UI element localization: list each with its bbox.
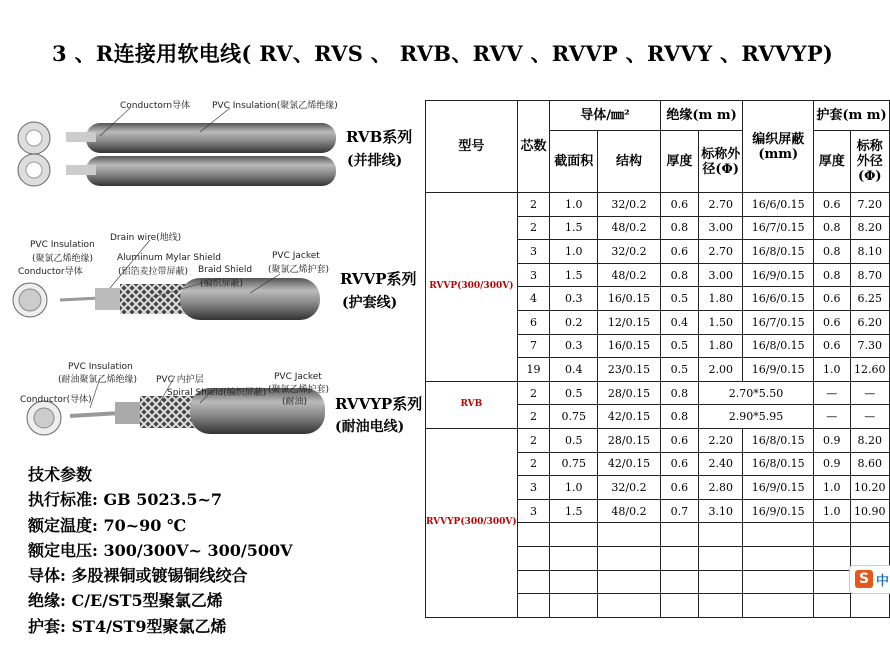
- empty-cell: [814, 523, 850, 547]
- table-cell: 10.20: [850, 476, 889, 500]
- table-cell: 2: [517, 193, 550, 217]
- table-cell: 16/0.15: [598, 287, 660, 311]
- table-cell: 16/8/0.15: [743, 428, 814, 452]
- header-conductor: 导体/㎜²: [550, 101, 660, 131]
- empty-cell: [850, 523, 889, 547]
- table-cell: 0.75: [550, 405, 598, 429]
- table-cell: 16/8/0.15: [743, 240, 814, 264]
- table-cell: 8.20: [850, 428, 889, 452]
- table-cell: 8.20: [850, 216, 889, 240]
- table-cell: 6: [517, 310, 550, 334]
- header-thickness: 厚度: [660, 131, 698, 193]
- empty-cell: [699, 570, 743, 594]
- table-cell: 2.70: [699, 240, 743, 264]
- rvvp-label-mylar: Aluminum Mylar Shield: [117, 253, 222, 263]
- table-cell: 2.90*5.95: [699, 405, 814, 429]
- rvvp-label-jacket-cn: (聚氯乙烯护套): [268, 265, 330, 275]
- table-cell: 2: [517, 381, 550, 405]
- table-cell: 0.75: [550, 452, 598, 476]
- ime-logo[interactable]: [849, 565, 890, 594]
- table-cell: 48/0.2: [598, 499, 660, 523]
- table-cell: 0.9: [814, 452, 850, 476]
- rvvyp-label-oil: (耐油): [282, 397, 308, 407]
- table-cell: 3: [517, 476, 550, 500]
- header-cross-section: 截面积: [550, 131, 598, 193]
- rvvp-label-conductor: Conductor导体: [18, 267, 83, 277]
- table-cell: 32/0.2: [598, 476, 660, 500]
- table-cell: 10.90: [850, 499, 889, 523]
- table-cell: 42/0.15: [598, 452, 660, 476]
- table-cell: 2: [517, 452, 550, 476]
- ime-mode-label: 中: [876, 574, 890, 589]
- table-cell: 28/0.15: [598, 381, 660, 405]
- table-cell: 3.00: [699, 263, 743, 287]
- rvvp-sub: (护套线): [342, 295, 398, 311]
- rvvp-label-insulation-cn: (聚氯乙烯绝缘): [32, 254, 94, 264]
- table-cell: 7: [517, 334, 550, 358]
- rvvyp-label-insulation-cn: (耐油聚氯乙烯绝缘): [58, 375, 138, 385]
- header-type: 型号: [426, 101, 518, 193]
- empty-cell: [660, 546, 698, 570]
- rvvp-label-mylar-cn: (铝箔麦拉带屏蔽): [118, 267, 189, 277]
- table-cell: 8.60: [850, 452, 889, 476]
- empty-cell: [699, 594, 743, 618]
- table-cell: 16/8/0.15: [743, 452, 814, 476]
- rvvyp-name: RVVYP系列: [335, 395, 423, 413]
- table-cell: 1.80: [699, 334, 743, 358]
- table-cell: 0.8: [814, 263, 850, 287]
- header-jacket: 护套(m m): [814, 101, 890, 131]
- table-cell: 0.8: [814, 240, 850, 264]
- empty-cell: [550, 570, 598, 594]
- table-cell: 0.8: [660, 216, 698, 240]
- table-cell: —: [850, 381, 889, 405]
- table-cell: 12/0.15: [598, 310, 660, 334]
- group-name: RVVP(300/300V): [426, 193, 518, 382]
- empty-cell: [850, 594, 889, 618]
- table-cell: 0.9: [814, 428, 850, 452]
- empty-cell: [517, 594, 550, 618]
- table-cell: 16/9/0.15: [743, 358, 814, 382]
- table-cell: 0.6: [660, 452, 698, 476]
- table-cell: 48/0.2: [598, 263, 660, 287]
- table-cell: 0.5: [660, 287, 698, 311]
- rvvyp-label-inner: PVC 内护层: [156, 375, 204, 385]
- rvvp-label-braid-cn: (编织屏蔽): [200, 279, 244, 289]
- table-cell: 2.20: [699, 428, 743, 452]
- table-cell: 23/0.15: [598, 358, 660, 382]
- table-cell: 0.5: [660, 334, 698, 358]
- table-cell: 1.0: [814, 476, 850, 500]
- table-cell: 0.6: [814, 193, 850, 217]
- rvvyp-label-conductor: Conductor(导体): [20, 395, 92, 405]
- header-jacket-thickness: 厚度: [814, 131, 850, 193]
- empty-cell: [598, 570, 660, 594]
- table-cell: 48/0.2: [598, 216, 660, 240]
- table-cell: 1.5: [550, 216, 598, 240]
- empty-cell: [550, 523, 598, 547]
- rvb-sub: (并排线): [347, 153, 403, 169]
- table-cell: 2.70*5.50: [699, 381, 814, 405]
- rvvyp-label-insulation: PVC Insulation: [68, 362, 133, 372]
- table-cell: 3.10: [699, 499, 743, 523]
- empty-cell: [660, 570, 698, 594]
- empty-cell: [660, 523, 698, 547]
- table-cell: 3.00: [699, 216, 743, 240]
- rvvp-label-braid: Braid Shield: [198, 265, 253, 275]
- table-cell: 0.8: [660, 405, 698, 429]
- table-cell: 0.5: [550, 428, 598, 452]
- table-cell: 0.6: [660, 193, 698, 217]
- table-cell: 16/6/0.15: [743, 287, 814, 311]
- table-cell: —: [814, 381, 850, 405]
- empty-cell: [743, 546, 814, 570]
- table-cell: 2.40: [699, 452, 743, 476]
- table-cell: 16/6/0.15: [743, 193, 814, 217]
- table-cell: 32/0.2: [598, 193, 660, 217]
- rvvyp-sub: (耐油电线): [335, 419, 405, 435]
- table-cell: 1.0: [550, 193, 598, 217]
- empty-cell: [743, 523, 814, 547]
- table-cell: 1.5: [550, 263, 598, 287]
- table-body: [426, 193, 890, 618]
- header-structure: 结构: [598, 131, 660, 193]
- table-cell: 0.2: [550, 310, 598, 334]
- rvvyp-label-jacket: PVC Jacket: [274, 372, 322, 382]
- table-cell: 1.0: [814, 499, 850, 523]
- table-cell: 7.20: [850, 193, 889, 217]
- table-row: [426, 428, 890, 452]
- table-cell: 0.7: [660, 499, 698, 523]
- table-cell: 1.50: [699, 310, 743, 334]
- table-cell: 1.0: [550, 240, 598, 264]
- table-cell: 0.6: [660, 476, 698, 500]
- table-cell: 0.6: [814, 334, 850, 358]
- table-cell: 4: [517, 287, 550, 311]
- table-cell: 16/9/0.15: [743, 263, 814, 287]
- sogou-icon: S: [855, 570, 873, 588]
- rvvp-label-jacket: PVC Jacket: [272, 251, 320, 261]
- table-cell: 0.4: [660, 310, 698, 334]
- rvvyp-label-spiral: Spiral Shield(编织屏蔽): [167, 388, 267, 398]
- table-cell: 0.5: [660, 358, 698, 382]
- table-cell: 2: [517, 216, 550, 240]
- empty-cell: [598, 523, 660, 547]
- cable-illustrations: [0, 88, 425, 448]
- table-cell: 0.8: [814, 216, 850, 240]
- empty-cell: [550, 594, 598, 618]
- table-cell: 42/0.15: [598, 405, 660, 429]
- rvvyp-label-jacket-cn: (聚氯乙烯护套): [268, 385, 330, 395]
- table-cell: 1.80: [699, 287, 743, 311]
- table-cell: 16/7/0.15: [743, 216, 814, 240]
- table-cell: 7.30: [850, 334, 889, 358]
- page-title: 3 、R连接用软电线( RV、RVS 、 RVB、RVV 、RVVP 、RVVY 、RVVYP): [52, 41, 834, 66]
- table-cell: 19: [517, 358, 550, 382]
- table-cell: 0.6: [814, 310, 850, 334]
- table-cell: 0.6: [660, 428, 698, 452]
- table-cell: 16/7/0.15: [743, 310, 814, 334]
- table-cell: 3: [517, 240, 550, 264]
- empty-cell: [517, 546, 550, 570]
- header-insulation: 绝缘(m m): [660, 101, 743, 131]
- header-nominal-od: 标称外径(Φ): [699, 131, 743, 193]
- spec-jacket: 护套: ST4/ST9型聚氯乙烯: [28, 616, 227, 636]
- table-cell: 16/9/0.15: [743, 476, 814, 500]
- table-cell: 2.80: [699, 476, 743, 500]
- empty-cell: [598, 594, 660, 618]
- table-row: [426, 193, 890, 217]
- table-cell: 16/0.15: [598, 334, 660, 358]
- spec-table: [425, 100, 890, 618]
- tech-specs: [28, 462, 293, 639]
- table-cell: 0.3: [550, 334, 598, 358]
- table-cell: 0.4: [550, 358, 598, 382]
- table-cell: 16/8/0.15: [743, 334, 814, 358]
- spec-standard: 执行标准: GB 5023.5~7: [28, 490, 223, 510]
- empty-cell: [743, 594, 814, 618]
- table-cell: 0.3: [550, 287, 598, 311]
- table-cell: 3: [517, 263, 550, 287]
- table-cell: 1.0: [814, 358, 850, 382]
- table-cell: 16/9/0.15: [743, 499, 814, 523]
- table-cell: 3: [517, 499, 550, 523]
- table-cell: 28/0.15: [598, 428, 660, 452]
- table-cell: 0.8: [660, 381, 698, 405]
- spec-insulation: 绝缘: C/E/ST5型聚氯乙烯: [28, 591, 223, 611]
- specs-heading: 技术参数: [28, 465, 93, 484]
- table-cell: 2.70: [699, 193, 743, 217]
- table-cell: 1.5: [550, 499, 598, 523]
- rvb-cable-drawing: [18, 108, 336, 186]
- group-name: RVB: [426, 381, 518, 428]
- table-cell: 8.10: [850, 240, 889, 264]
- rvb-label-conductor: Conductorn导体: [120, 101, 191, 111]
- empty-cell: [550, 546, 598, 570]
- table-cell: 0.5: [550, 381, 598, 405]
- table-cell: 0.6: [814, 287, 850, 311]
- empty-cell: [814, 570, 850, 594]
- empty-cell: [517, 523, 550, 547]
- rvb-label-insulation: PVC Insulation(聚氯乙烯绝缘): [212, 101, 338, 111]
- table-cell: 0.8: [660, 263, 698, 287]
- table-cell: 2: [517, 428, 550, 452]
- table-cell: —: [850, 405, 889, 429]
- empty-cell: [517, 570, 550, 594]
- spec-temperature: 额定温度: 70~90 ℃: [28, 515, 187, 535]
- table-row: [426, 381, 890, 405]
- header-cores: 芯数: [517, 101, 550, 193]
- table-cell: 8.70: [850, 263, 889, 287]
- spec-conductor: 导体: 多股裸铜或镀锡铜线绞合: [28, 566, 248, 586]
- table-cell: 6.25: [850, 287, 889, 311]
- rvvp-label-drain: Drain wire(地线): [110, 233, 182, 243]
- header-jacket-od: 标称外径(Φ): [850, 131, 889, 193]
- group-name: RVVYP(300/300V): [426, 428, 518, 617]
- table-cell: 2: [517, 405, 550, 429]
- empty-cell: [814, 546, 850, 570]
- empty-cell: [699, 546, 743, 570]
- spec-voltage: 额定电压: 300/300V~ 300/500V: [28, 540, 293, 560]
- table-cell: 32/0.2: [598, 240, 660, 264]
- rvvp-label-insulation: PVC Insulation: [30, 240, 95, 250]
- rvvp-name: RVVP系列: [340, 270, 417, 288]
- table-cell: —: [814, 405, 850, 429]
- empty-cell: [814, 594, 850, 618]
- empty-cell: [699, 523, 743, 547]
- empty-cell: [743, 570, 814, 594]
- table-cell: 1.0: [550, 476, 598, 500]
- empty-cell: [598, 546, 660, 570]
- rvb-name: RVB系列: [346, 128, 413, 146]
- header-braid: 编织屏蔽(mm): [743, 101, 814, 193]
- table-cell: 0.6: [660, 240, 698, 264]
- table-cell: 2.00: [699, 358, 743, 382]
- table-cell: 6.20: [850, 310, 889, 334]
- table-cell: 12.60: [850, 358, 889, 382]
- empty-cell: [660, 594, 698, 618]
